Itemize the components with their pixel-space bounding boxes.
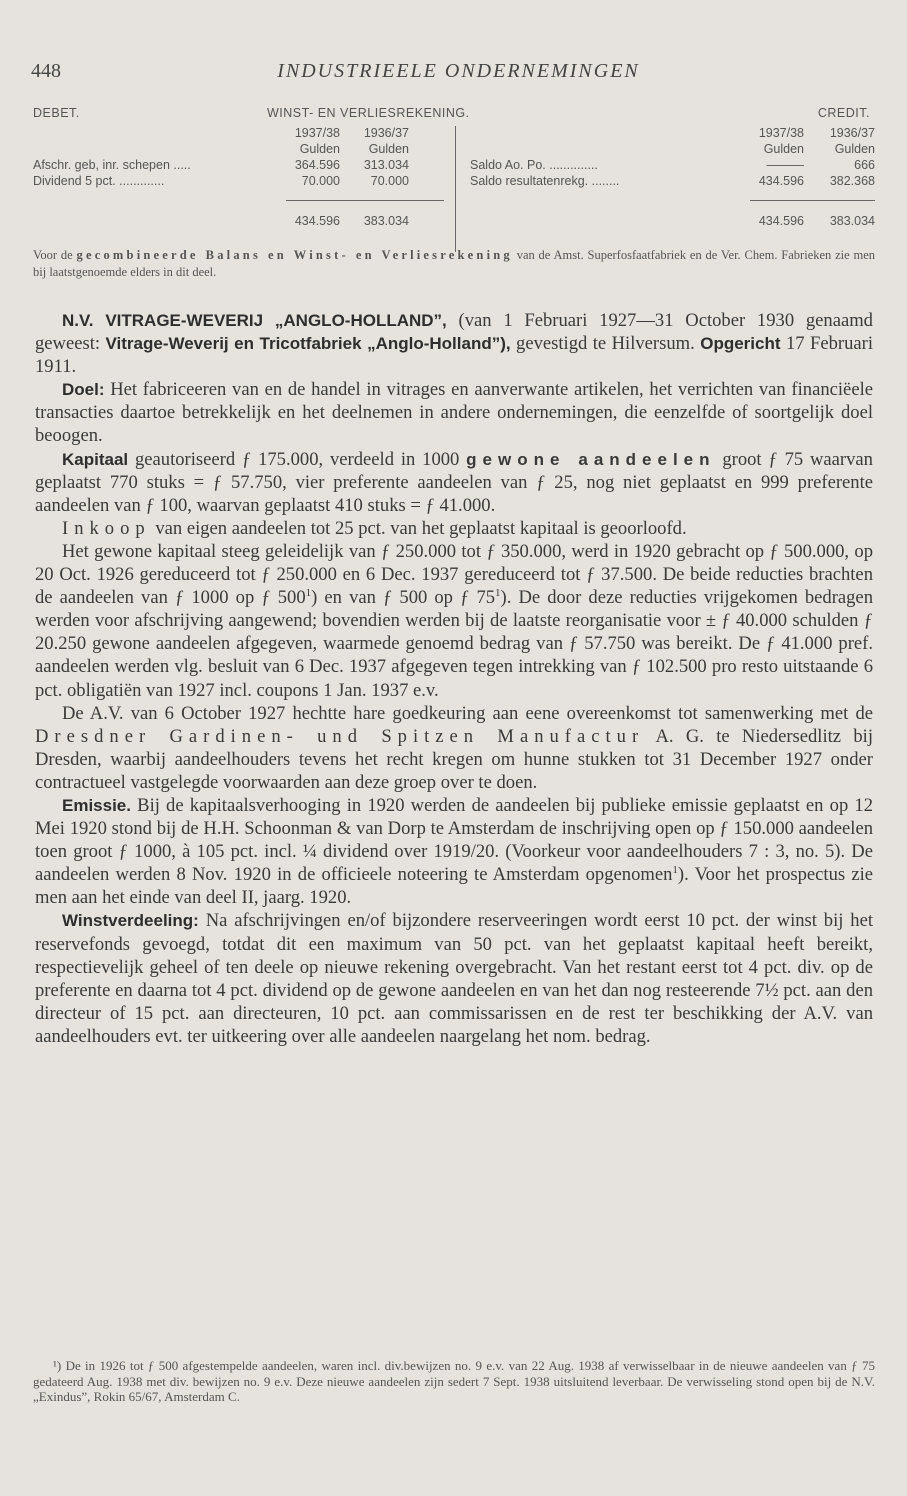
credit-row-dots: ........ (591, 174, 620, 188)
credit-row-value: ——— (766, 158, 804, 172)
credit-total-rule (750, 200, 875, 201)
debet-row-dots: ..... (173, 158, 191, 172)
page-number: 448 (31, 60, 61, 82)
company-name: N.V. VITRAGE-WEVERIJ „ANGLO-HOLLAND”, (62, 311, 447, 330)
credit-currency-1: Gulden (763, 142, 804, 156)
footnote-ref: 1 (495, 586, 501, 599)
credit-row-value: 666 (854, 158, 875, 172)
capital-history-paragraph: Het gewone kapitaal steeg geleidelijk van ƒ 250.000 tot ƒ 350.000, werd in 1920 gebracht op ƒ 500.000, op 20 Oct. 1926 gereduceerd tot ƒ 250.000 en 6 Dec. 1937 gereduceerd tot ƒ 37.500. De beide reducties brachten de aandeelen van ƒ 1000 op ƒ $500^1$) en van ƒ 500 op ƒ $75^1$). De door deze reducties vrijgekomen bedragen werden voor afschrijving aangewend; bovendien werden bij de laatste reorganisatie voor ± ƒ 40.000 schulden ƒ 20.250 gewone aandeelen afgegeven, waarmede genoemd bedrag van ƒ 57.750 was bereikt. De ƒ 41.000 pref. aandeelen werden vlg. besluit van 6 Dec. 1937 afgegeven tegen intrekking van ƒ 102.500 pro resto uitstaande 6 pct. obligatiën van 1927 incl. coupons 1 Jan. 1937 e.v. (35, 540, 873, 701)
footnote-ref: 1 (305, 586, 312, 599)
doel-paragraph: Doel: Het fabriceeren van en de handel in vitrages en aanverwante artikelen, het verrichten van financiëele transacties daartoe betrekkelijk en het deelnemen in andere ondernemingen, die eenzelfde of soortgelijk doel beoogen. (35, 379, 873, 447)
credit-row (470, 174, 619, 190)
av-paragraph: De A.V. van 6 October 1927 hechtte hare goedkeuring aan eene overeenkomst tot samenwerking met de Dresdner Gardinen- und Spitzen Manufactur A. G. te Niedersedlitz bij Dresden, waarbij aandeelhouders tevens het recht kregen om hunne stukken tot 31 December 1927 onder contractueel vastgelegde voorwaarden aan deze groep over te doen. (35, 702, 873, 793)
debet-row-label: Afschr. geb, inr. schepen (33, 158, 170, 172)
debet-row-value: 70.000 (370, 174, 409, 188)
doel-label: Doel: (62, 380, 105, 400)
debet-row (33, 174, 164, 190)
credit-row-value: 382.368 (829, 174, 875, 188)
inkoop-paragraph: Inkoop van eigen aandeelen tot 25 pct. van het geplaatst kapitaal is geoorloofd. (62, 517, 687, 539)
footnote (33, 1358, 875, 1405)
debet-currency-2: Gulden (368, 142, 409, 156)
credit-row (470, 158, 598, 174)
debet-row-dots: ............. (119, 174, 165, 188)
credit-total: 434.596 (758, 214, 804, 228)
debet-year-1: 1937/38 (294, 126, 340, 140)
account-header (33, 106, 875, 124)
winstverdeeling-label: Winstverdeeling: (62, 911, 199, 931)
account-title: WINST- EN VERLIESREKENING. (267, 106, 470, 120)
credit-currency-2: Gulden (834, 142, 875, 156)
debet-year-2: 1936/37 (363, 126, 409, 140)
emissie-label: Emissie. (62, 795, 131, 815)
footnote-ref: 1 (672, 864, 678, 877)
company-entry (35, 309, 873, 1048)
footnote-mark: ¹) (53, 1358, 62, 1373)
credit-row-value: 434.596 (758, 174, 804, 188)
debet-row-value: 364.596 (294, 158, 340, 172)
debet-total: 383.034 (363, 214, 409, 228)
debet-row-value: 313.034 (363, 158, 409, 172)
kapitaal-paragraph: Kapitaal geautoriseerd ƒ 175.000, verdeeld in 1000 gewone aandeelen groot ƒ 75 waarvan geplaatst 770 stuks = ƒ 57.750, vier preferente aandeelen van ƒ 25, nog niet geplaatst en 999 preferente aandeelen van ƒ 100, waarvan geplaatst 410 stuks = ƒ 41.000. (35, 448, 873, 516)
emphasized-term: gewone aandeelen (466, 449, 716, 469)
debet-total-rule (286, 200, 444, 201)
account-note: Voor de gecombineerde Balans en Winst- en Verliesrekening van de Amst. Superfosfaatfabriek en de Ver. Chem. Fabrieken zie men bij laatstgenoemde elders in dit deel. (33, 248, 876, 279)
credit-label: CREDIT. (817, 106, 870, 120)
debet-row (33, 158, 191, 174)
winstverdeeling-paragraph: Winstverdeeling: Na afschrijvingen en/of bijzondere reserveeringen wordt eerst 10 pct. der winst bij het reservefonds gevoegd, totdat dit een maximum van 50 pct. van het geplaatst kapitaal heeft bereikt, respectievelijk geheel of ten deele op nieuwe rekening overgebracht. Van het restant eerst tot 4 pct. div. op de preferente en daarna tot 4 pct. dividend op de gewone aandeelen en van het dan nog resteerende 7½ pct. aan den directeur of 15 pct. aan directeuren, 10 pct. aan commissarissen en de rest ter beschikking der A.V. van aandeelhouders evt. ter uitkeering over alle aandeelen naargelang het nom. bedrag. (35, 910, 873, 1047)
debet-total: 434.596 (294, 214, 340, 228)
emphasized-term: Dresdner Gardinen- und Spitzen Manufactur (35, 725, 645, 747)
founded-label: Opgericht (700, 334, 781, 354)
profit-loss-account (33, 106, 875, 228)
debet-currency-1: Gulden (299, 142, 340, 156)
account-divider (455, 126, 456, 252)
credit-year-1: 1937/38 (758, 126, 804, 140)
emissie-paragraph: Emissie. Bij de kapitaalsverhooging in 1920 werden de aandeelen bij publieke emissie geplaatst en op 12 Mei 1920 stond bij de H.H. Schoonman & van Dorp te Amsterdam de inschrijving open op ƒ 150.000 aandeelen toen groot ƒ 1000, à 105 pct. incl. ¼ dividend over 1919/20. (Voorkeur voor aandeelhouders 7 : 3, no. 5). De aandeelen werden 8 Nov. 1920 in de officieele noteering te Amsterdam opgenomen$^1$). Voor het prospectus zie men aan het einde van deel II, jaarg. 1920. (35, 794, 874, 909)
footnote-text: De in 1926 tot ƒ 500 afgestempelde aandeelen, waren incl. div.bewijzen no. 9 e.v. van 22 Aug. 1938 af verwisselbaar in de nieuwe aandeelen van ƒ 75 gedateerd Aug. 1938 met div. bewijzen no. 9 e.v. Deze nieuwe aandeelen zijn sedert 7 Sept. 1938 uitsluitend leverbaar. De verwisseling stond open bij de N.V. „Exindus”, Rokin 65/67, Amsterdam C. (33, 1358, 875, 1404)
credit-row-label: Saldo resultatenrekg. (470, 174, 589, 188)
entry-intro: N.V. VITRAGE-WEVERIJ „ANGLO-HOLLAND”, (van 1 Februari 1927—31 October 1930 genaamd geweest: Vitrage-Weverij en Tricotfabriek „Anglo-Holland”), gevestigd te Hilversum. Opgericht 17 Februari 1911. (35, 310, 873, 378)
debet-row-label: Dividend 5 pct. (33, 174, 116, 188)
credit-total: 383.034 (829, 214, 875, 228)
emphasized-term: Inkoop (62, 517, 151, 539)
emphasized-term: gecombineerde Balans en Winst- en Verliesrekening (76, 248, 513, 262)
kapitaal-label: Kapitaal (62, 449, 129, 469)
credit-row-dots: .............. (549, 158, 598, 172)
debet-label: DEBET. (33, 106, 80, 120)
running-title: INDUSTRIEELE ONDERNEMINGEN (277, 60, 640, 82)
former-name: Vitrage-Weverij en Tricotfabriek „Anglo-Holland”), (105, 334, 511, 354)
credit-year-2: 1936/37 (829, 126, 875, 140)
debet-row-value: 70.000 (301, 174, 340, 188)
credit-row-label: Saldo Ao. Po. (470, 158, 546, 172)
